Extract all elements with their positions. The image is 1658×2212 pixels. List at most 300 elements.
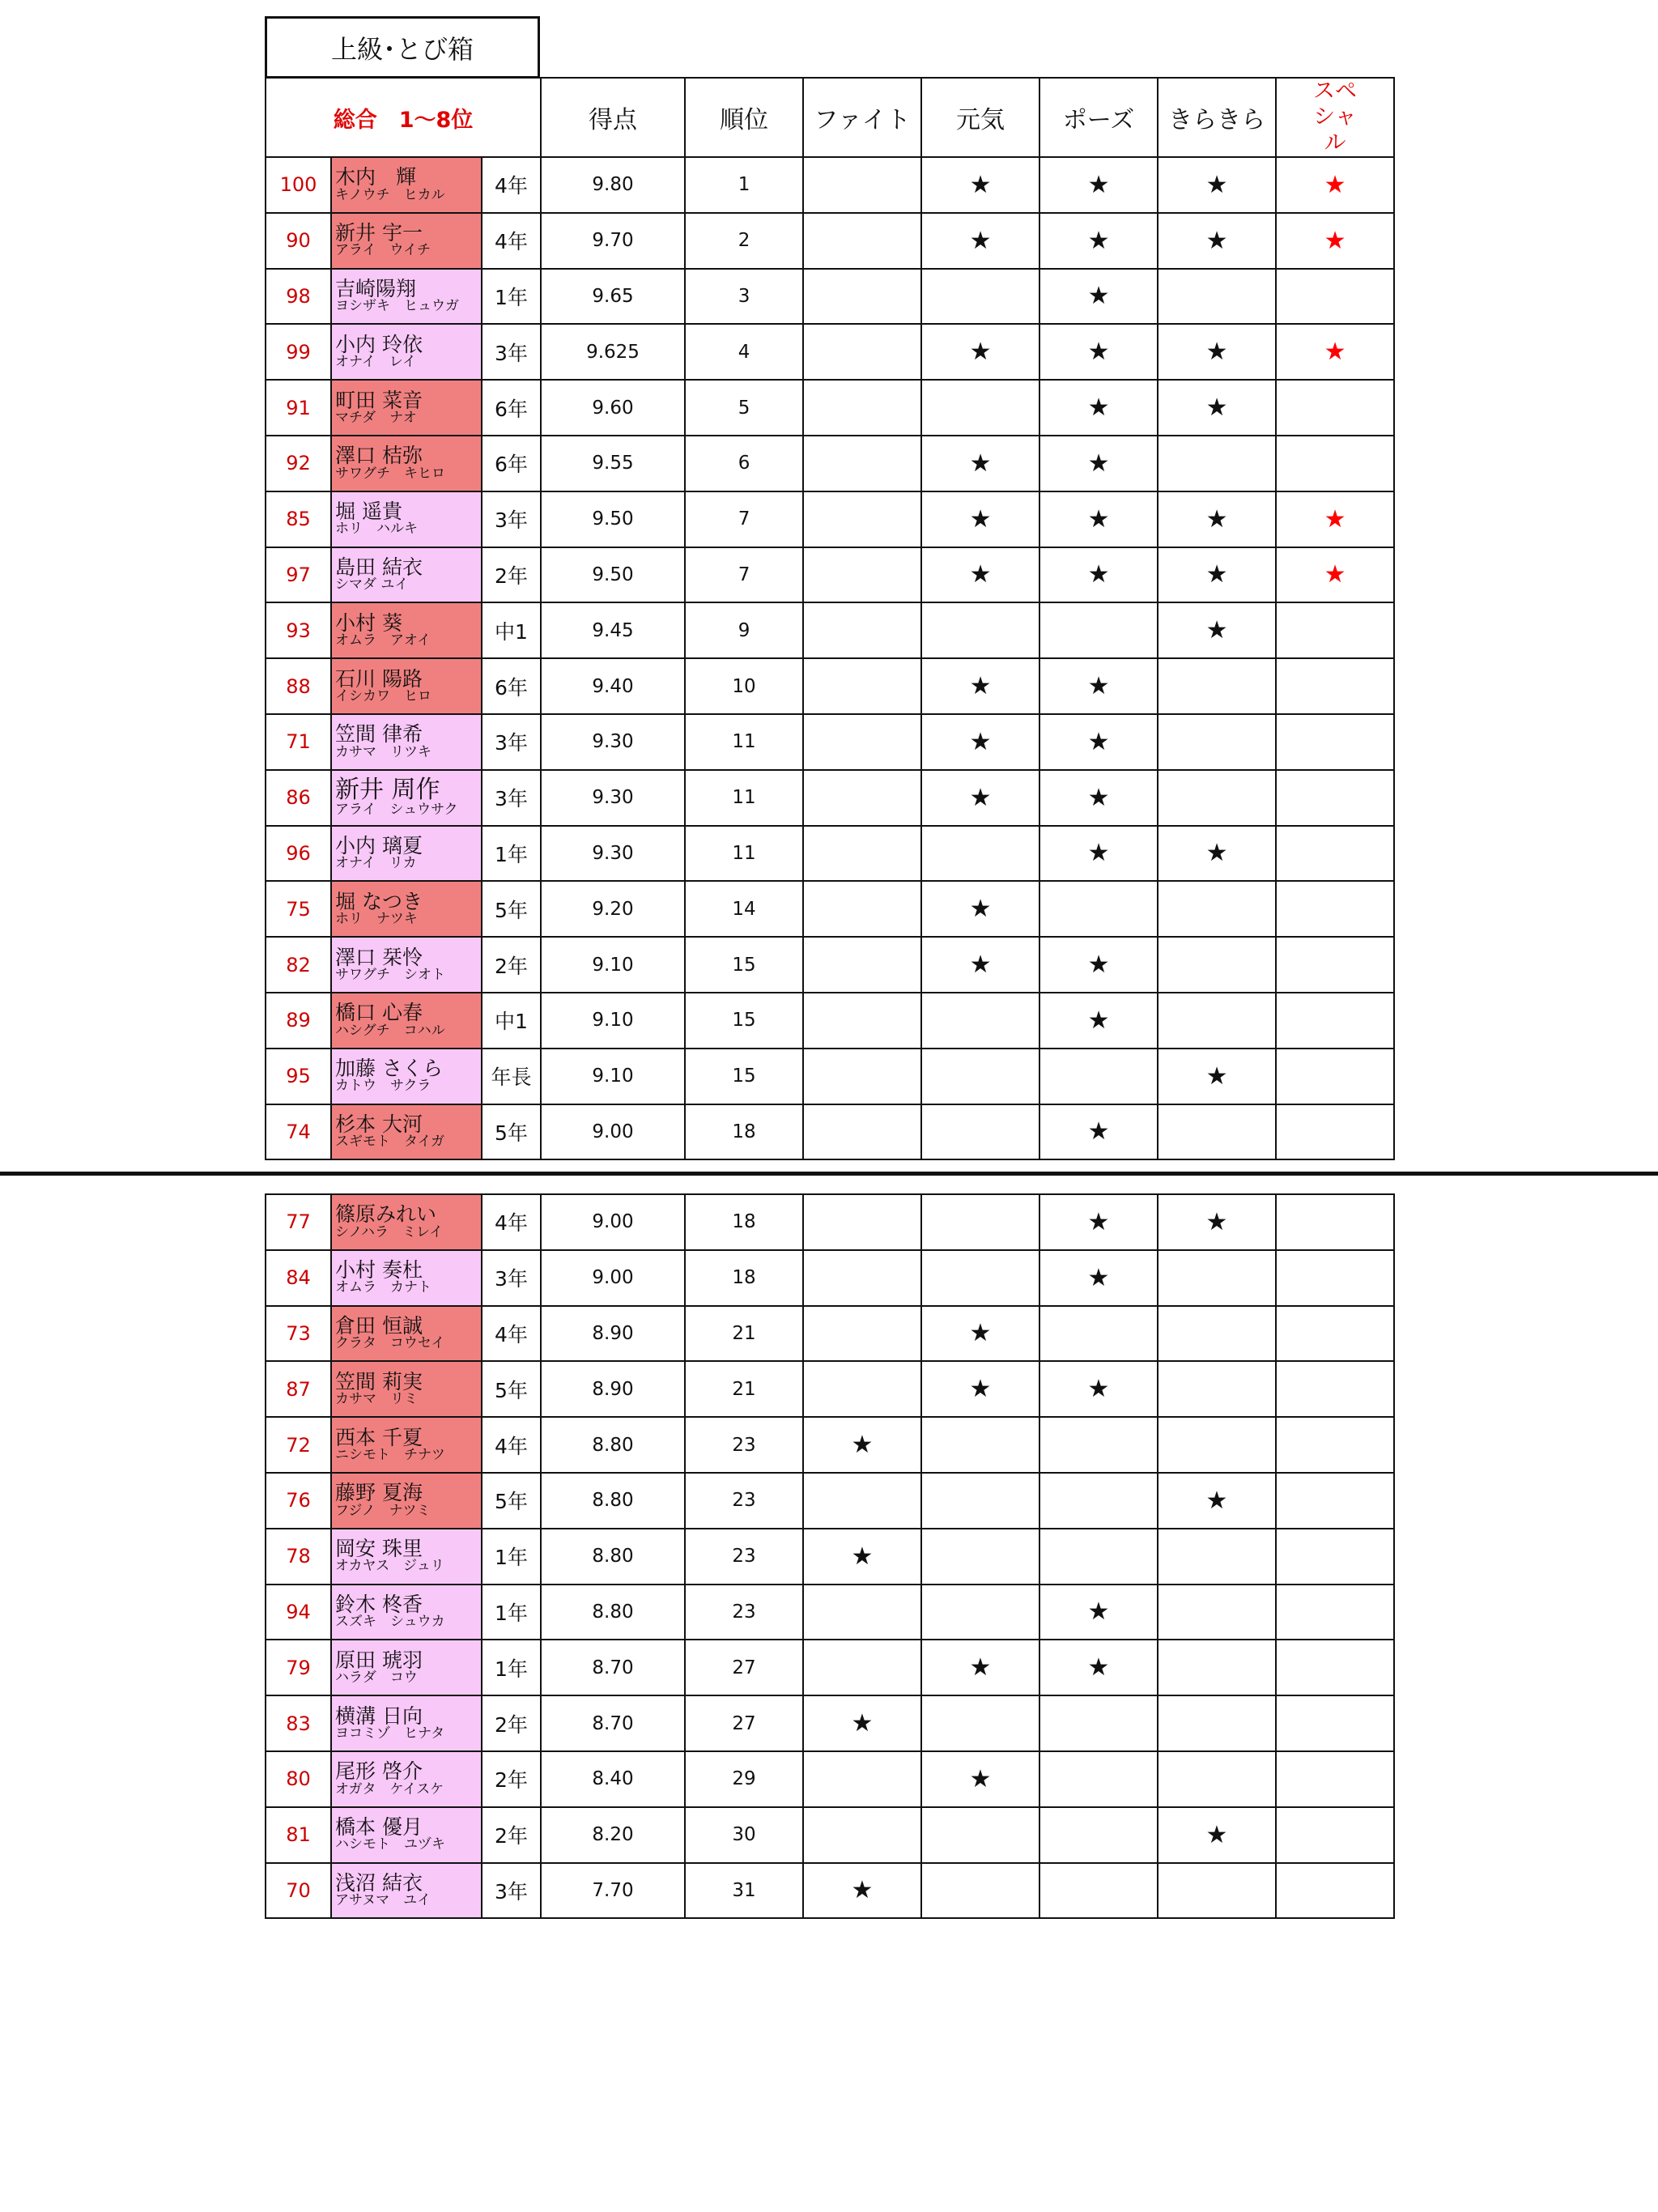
name-kanji: 篠原みれい [335, 1202, 437, 1227]
fight-star [803, 1585, 921, 1640]
score: 9.60 [541, 380, 685, 436]
table-row [266, 993, 1394, 1049]
score: 8.80 [541, 1417, 685, 1473]
entry-number: 94 [266, 1585, 331, 1640]
fight-star [803, 658, 921, 714]
score: 9.40 [541, 658, 685, 714]
name-kana: マチダ ナオ [335, 409, 417, 426]
pose-star: ★ [1039, 547, 1158, 603]
table-row [266, 436, 1394, 491]
table-row [266, 1361, 1394, 1417]
name-kana: アライ ウイチ [335, 242, 431, 259]
participant-name [331, 380, 482, 436]
header-special [1276, 78, 1394, 157]
score: 9.70 [541, 213, 685, 269]
pose-star [1039, 1049, 1158, 1104]
name-kanji: 堀 遥貴 [335, 500, 402, 524]
fight-star [803, 602, 921, 658]
genki-star: ★ [921, 1640, 1039, 1695]
score: 8.90 [541, 1306, 685, 1362]
entry-number: 80 [266, 1751, 331, 1807]
name-kanji: 原田 琥羽 [335, 1648, 423, 1672]
score: 9.00 [541, 1194, 685, 1250]
genki-star: ★ [921, 1306, 1039, 1362]
kirakira-star [1158, 993, 1276, 1049]
participant-name [331, 1250, 482, 1306]
name-kanji: 島田 結衣 [335, 555, 423, 579]
grade: 中1 [482, 602, 541, 658]
special-star [1276, 269, 1394, 325]
special-star: ★ [1276, 213, 1394, 269]
grade: 6年 [482, 436, 541, 491]
special-star [1276, 1695, 1394, 1751]
entry-number: 74 [266, 1104, 331, 1160]
kirakira-star [1158, 937, 1276, 993]
fight-star [803, 1250, 921, 1306]
genki-star: ★ [921, 157, 1039, 213]
name-kanji: 小内 玲依 [335, 332, 423, 356]
name-kana: イシカワ ヒロ [335, 687, 432, 704]
grade: 1年 [482, 269, 541, 325]
table-row [266, 1250, 1394, 1306]
fight-star [803, 547, 921, 603]
pose-star [1039, 1306, 1158, 1362]
entry-number: 88 [266, 658, 331, 714]
name-kana: アライ シュウサク [335, 801, 458, 818]
entry-number: 97 [266, 547, 331, 603]
entry-number: 70 [266, 1863, 331, 1919]
table-row [266, 602, 1394, 658]
fight-star: ★ [803, 1417, 921, 1473]
table-row [266, 658, 1394, 714]
rank: 23 [685, 1529, 803, 1585]
name-kanji: 小村 奏杜 [335, 1258, 423, 1283]
pose-star [1039, 881, 1158, 937]
kirakira-star [1158, 1250, 1276, 1306]
grade: 2年 [482, 1807, 541, 1863]
genki-star [921, 1104, 1039, 1160]
kirakira-star [1158, 1863, 1276, 1919]
score: 9.50 [541, 547, 685, 603]
entry-number: 90 [266, 213, 331, 269]
fight-star: ★ [803, 1529, 921, 1585]
name-kana: シノハラ ミレイ [335, 1223, 444, 1240]
rank: 21 [685, 1306, 803, 1362]
pose-star: ★ [1039, 1361, 1158, 1417]
special-star [1276, 1194, 1394, 1250]
special-star [1276, 658, 1394, 714]
name-kanji: 杉本 大河 [335, 1112, 423, 1136]
participant-name [331, 436, 482, 491]
name-kanji: 岡安 珠里 [335, 1537, 423, 1561]
fight-star [803, 1049, 921, 1104]
special-star: ★ [1276, 324, 1394, 380]
score: 8.70 [541, 1640, 685, 1695]
pose-star: ★ [1039, 770, 1158, 826]
rank: 31 [685, 1863, 803, 1919]
rank: 23 [685, 1585, 803, 1640]
grade: 1年 [482, 1585, 541, 1640]
participant-name [331, 1807, 482, 1863]
entry-number: 72 [266, 1417, 331, 1473]
participant-name [331, 602, 482, 658]
genki-star [921, 1194, 1039, 1250]
participant-name [331, 1529, 482, 1585]
participant-name [331, 324, 482, 380]
fight-star: ★ [803, 1863, 921, 1919]
score: 9.80 [541, 157, 685, 213]
header-row [266, 78, 1394, 157]
header-score: 得点 [541, 78, 685, 157]
name-kana: オナイ リカ [335, 855, 417, 872]
entry-number: 91 [266, 380, 331, 436]
special-star: ★ [1276, 157, 1394, 213]
rank: 2 [685, 213, 803, 269]
name-kana: フジノ ナツミ [335, 1502, 431, 1519]
score: 9.625 [541, 324, 685, 380]
table-row [266, 1306, 1394, 1362]
table-row [266, 1049, 1394, 1104]
participant-name [331, 491, 482, 547]
genki-star [921, 269, 1039, 325]
rank: 14 [685, 881, 803, 937]
name-kana: クラタ コウセイ [335, 1335, 445, 1352]
genki-star: ★ [921, 1361, 1039, 1417]
entry-number: 79 [266, 1640, 331, 1695]
pose-star: ★ [1039, 658, 1158, 714]
table-row [266, 770, 1394, 826]
participant-name [331, 993, 482, 1049]
entry-number: 83 [266, 1695, 331, 1751]
fight-star [803, 770, 921, 826]
pose-star [1039, 1695, 1158, 1751]
pose-star: ★ [1039, 436, 1158, 491]
participant-name [331, 1104, 482, 1160]
entry-number: 100 [266, 157, 331, 213]
special-star [1276, 770, 1394, 826]
header-genki: 元気 [921, 78, 1039, 157]
special-star [1276, 881, 1394, 937]
participant-name [331, 714, 482, 770]
pose-star: ★ [1039, 380, 1158, 436]
name-kanji: 浅沼 結衣 [335, 1870, 423, 1895]
grade: 3年 [482, 491, 541, 547]
genki-star [921, 1695, 1039, 1751]
kirakira-star: ★ [1158, 1194, 1276, 1250]
entry-number: 87 [266, 1361, 331, 1417]
genki-star: ★ [921, 1751, 1039, 1807]
grade: 中1 [482, 993, 541, 1049]
fight-star [803, 269, 921, 325]
score: 9.45 [541, 602, 685, 658]
rank: 9 [685, 602, 803, 658]
genki-star: ★ [921, 770, 1039, 826]
grade: 4年 [482, 1194, 541, 1250]
name-kana: オナイ レイ [335, 353, 416, 370]
fight-star [803, 1807, 921, 1863]
score: 9.10 [541, 1049, 685, 1104]
entry-number: 73 [266, 1306, 331, 1362]
header-rank-label: 総合 1～8位 [266, 78, 541, 157]
genki-star: ★ [921, 436, 1039, 491]
participant-name [331, 1361, 482, 1417]
fight-star [803, 1751, 921, 1807]
genki-star: ★ [921, 937, 1039, 993]
special-star [1276, 1807, 1394, 1863]
table-row [266, 157, 1394, 213]
name-kanji: 澤口 桔弥 [335, 444, 423, 468]
rank: 11 [685, 714, 803, 770]
entry-number: 84 [266, 1250, 331, 1306]
genki-star [921, 1863, 1039, 1919]
grade: 3年 [482, 1863, 541, 1919]
table-row [266, 826, 1394, 882]
rank: 27 [685, 1695, 803, 1751]
kirakira-star [1158, 1104, 1276, 1160]
header-pose: ポーズ [1039, 78, 1158, 157]
genki-star [921, 1250, 1039, 1306]
rank: 15 [685, 1049, 803, 1104]
kirakira-star: ★ [1158, 547, 1276, 603]
fight-star [803, 213, 921, 269]
kirakira-star [1158, 1529, 1276, 1585]
table-row [266, 213, 1394, 269]
special-star: ★ [1276, 491, 1394, 547]
kirakira-star: ★ [1158, 491, 1276, 547]
genki-star [921, 1049, 1039, 1104]
participant-name [331, 1417, 482, 1473]
table-row [266, 1104, 1394, 1160]
participant-name [331, 213, 482, 269]
rank: 11 [685, 770, 803, 826]
genki-star: ★ [921, 658, 1039, 714]
special-star [1276, 993, 1394, 1049]
participant-name [331, 1585, 482, 1640]
name-kana: オカヤス ジュリ [335, 1558, 444, 1575]
score: 9.10 [541, 993, 685, 1049]
special-star [1276, 1640, 1394, 1695]
name-kanji: 石川 陽路 [335, 666, 423, 691]
rank: 29 [685, 1751, 803, 1807]
grade: 4年 [482, 1417, 541, 1473]
score: 8.40 [541, 1751, 685, 1807]
name-kana: ハシモト ユヅキ [335, 1836, 445, 1853]
name-kanji: 澤口 栞怜 [335, 945, 423, 969]
rank: 27 [685, 1640, 803, 1695]
pose-star: ★ [1039, 1250, 1158, 1306]
rank: 6 [685, 436, 803, 491]
genki-star [921, 1807, 1039, 1863]
participant-name [331, 1049, 482, 1104]
name-kanji: 堀 なつき [335, 889, 423, 913]
table-row [266, 1417, 1394, 1473]
score: 9.10 [541, 937, 685, 993]
name-kanji: 小内 璃夏 [335, 833, 423, 857]
name-kanji: 笠間 莉実 [335, 1369, 423, 1393]
pose-star: ★ [1039, 1585, 1158, 1640]
table-row [266, 714, 1394, 770]
special-star [1276, 1417, 1394, 1473]
grade: 6年 [482, 380, 541, 436]
section-divider [0, 1172, 1658, 1176]
name-kanji: 小村 葵 [335, 610, 402, 635]
rank: 18 [685, 1250, 803, 1306]
kirakira-star [1158, 1361, 1276, 1417]
kirakira-star [1158, 1417, 1276, 1473]
entry-number: 99 [266, 324, 331, 380]
genki-star: ★ [921, 714, 1039, 770]
grade: 5年 [482, 1104, 541, 1160]
grade: 3年 [482, 714, 541, 770]
table-row [266, 1194, 1394, 1250]
name-kana: ホリ ナツキ [335, 910, 418, 927]
header-fight: ファイト [803, 78, 921, 157]
rank: 18 [685, 1194, 803, 1250]
special-star [1276, 1361, 1394, 1417]
fight-star [803, 993, 921, 1049]
grade: 2年 [482, 1751, 541, 1807]
score: 9.00 [541, 1250, 685, 1306]
name-kana: カサマ リミ [335, 1390, 418, 1407]
header-rank: 順位 [685, 78, 803, 157]
pose-star: ★ [1039, 993, 1158, 1049]
table-row [266, 881, 1394, 937]
name-kana: オムラ カナト [335, 1279, 432, 1296]
name-kanji: 西本 千夏 [335, 1425, 423, 1449]
name-kana: カトウ サクラ [335, 1078, 432, 1095]
special-star [1276, 380, 1394, 436]
kirakira-star: ★ [1158, 380, 1276, 436]
name-kana: サワグチ キヒロ [335, 465, 445, 482]
special-star [1276, 1473, 1394, 1529]
fight-star [803, 826, 921, 882]
kirakira-star [1158, 436, 1276, 491]
fight-star [803, 1104, 921, 1160]
participant-name [331, 1306, 482, 1362]
pose-star: ★ [1039, 937, 1158, 993]
entry-number: 77 [266, 1194, 331, 1250]
score: 9.00 [541, 1104, 685, 1160]
name-kana: スギモト タイガ [335, 1134, 445, 1151]
fight-star [803, 1306, 921, 1362]
table-row [266, 1695, 1394, 1751]
pose-star [1039, 1863, 1158, 1919]
table-row [266, 1529, 1394, 1585]
name-kanji: 加藤 さくら [335, 1057, 443, 1081]
pose-star: ★ [1039, 157, 1158, 213]
kirakira-star: ★ [1158, 213, 1276, 269]
genki-star: ★ [921, 213, 1039, 269]
entry-number: 75 [266, 881, 331, 937]
grade: 6年 [482, 658, 541, 714]
pose-star: ★ [1039, 269, 1158, 325]
genki-star: ★ [921, 881, 1039, 937]
participant-name [331, 658, 482, 714]
participant-name [331, 881, 482, 937]
name-kanji: 尾形 啓介 [335, 1759, 423, 1784]
page-title: 上級･とび箱 [265, 16, 540, 79]
table-row [266, 1640, 1394, 1695]
genki-star [921, 826, 1039, 882]
name-kana: オムラ アオイ [335, 632, 431, 649]
kirakira-star [1158, 714, 1276, 770]
score: 9.30 [541, 770, 685, 826]
special-star [1276, 1250, 1394, 1306]
name-kana: シマダ ユイ [335, 576, 409, 593]
special-star [1276, 1049, 1394, 1104]
rank: 11 [685, 826, 803, 882]
participant-name [331, 1194, 482, 1250]
rank: 4 [685, 324, 803, 380]
kirakira-star: ★ [1158, 1473, 1276, 1529]
table-body-bottom [266, 1194, 1394, 1918]
entry-number: 85 [266, 491, 331, 547]
kirakira-star [1158, 770, 1276, 826]
entry-number: 95 [266, 1049, 331, 1104]
grade: 年長 [482, 1049, 541, 1104]
genki-star [921, 380, 1039, 436]
kirakira-star [1158, 881, 1276, 937]
table-body-top [266, 157, 1394, 1159]
grade: 5年 [482, 1361, 541, 1417]
score: 9.50 [541, 491, 685, 547]
participant-name [331, 547, 482, 603]
fight-star [803, 157, 921, 213]
table-row [266, 491, 1394, 547]
rank: 23 [685, 1417, 803, 1473]
pose-star [1039, 1807, 1158, 1863]
name-kanji: 笠間 律希 [335, 722, 423, 747]
entry-number: 76 [266, 1473, 331, 1529]
entry-number: 86 [266, 770, 331, 826]
table-row [266, 547, 1394, 603]
grade: 2年 [482, 547, 541, 603]
name-kanji: 橋本 優月 [335, 1815, 423, 1840]
participant-name [331, 770, 482, 826]
kirakira-star: ★ [1158, 826, 1276, 882]
pose-star [1039, 1473, 1158, 1529]
score: 9.65 [541, 269, 685, 325]
pose-star [1039, 1751, 1158, 1807]
pose-star: ★ [1039, 1104, 1158, 1160]
entry-number: 82 [266, 937, 331, 993]
kirakira-star: ★ [1158, 1049, 1276, 1104]
name-kanji: 木内 輝 [335, 165, 417, 189]
name-kana: オガタ ケイスケ [335, 1780, 444, 1797]
score: 8.70 [541, 1695, 685, 1751]
fight-star [803, 937, 921, 993]
grade: 3年 [482, 324, 541, 380]
pose-star: ★ [1039, 491, 1158, 547]
participant-name [331, 1751, 482, 1807]
fight-star [803, 436, 921, 491]
participant-name [331, 937, 482, 993]
name-kana: ニシモト チナツ [335, 1446, 445, 1463]
entry-number: 96 [266, 826, 331, 882]
score: 8.90 [541, 1361, 685, 1417]
name-kana: スズキ シュウカ [335, 1614, 445, 1631]
table-row [266, 324, 1394, 380]
grade: 3年 [482, 770, 541, 826]
participant-name [331, 826, 482, 882]
header-kirakira: きらきら [1158, 78, 1276, 157]
grade: 2年 [482, 1695, 541, 1751]
rank: 18 [685, 1104, 803, 1160]
name-kanji: 町田 菜音 [335, 388, 423, 412]
name-kana: ヨシザキ ヒュウガ [335, 298, 459, 315]
score: 7.70 [541, 1863, 685, 1919]
kirakira-star: ★ [1158, 602, 1276, 658]
